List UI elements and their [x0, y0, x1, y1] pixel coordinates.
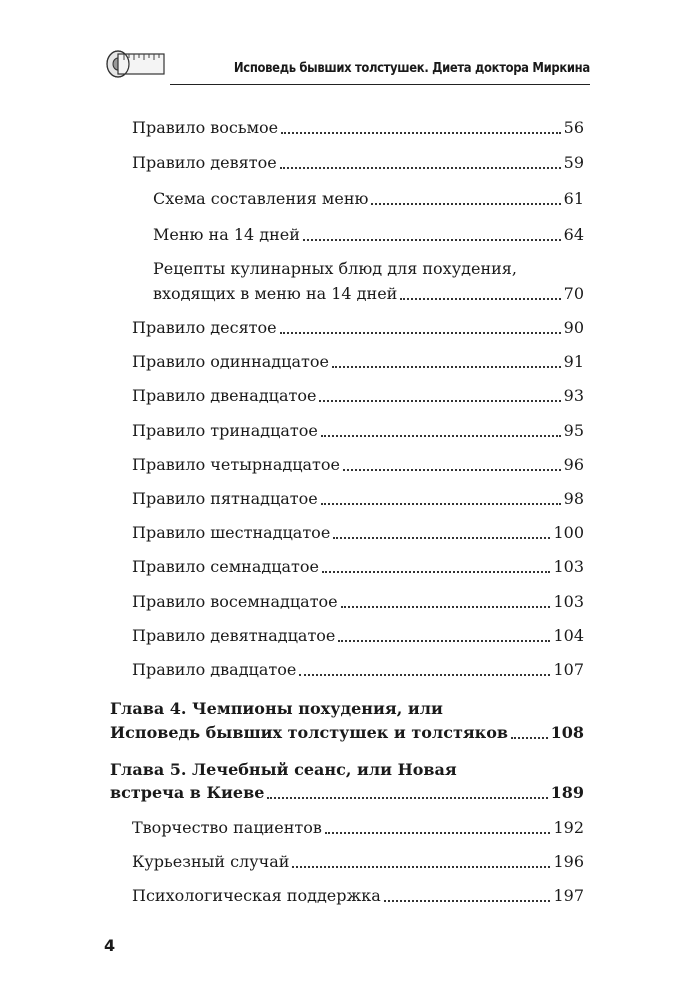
toc-chapter-entry[interactable]: [110, 723, 584, 743]
toc-title: Схема составления меню: [153, 189, 369, 208]
toc-entry[interactable]: [153, 284, 584, 304]
toc-page: 107: [553, 660, 584, 679]
chapter-title-line1: Глава 4. Чемпионы похудения, или: [110, 699, 443, 718]
toc-entry[interactable]: [132, 523, 584, 543]
toc-title: Правило семнадцатое: [132, 557, 319, 576]
page-number: 4: [104, 936, 116, 955]
toc-title: Правило девятнадцатое: [132, 626, 336, 645]
dot-leader: [341, 606, 551, 608]
toc-title-line1: Рецепты кулинарных блюд для похудения,: [153, 259, 517, 278]
toc-page: 91: [563, 352, 584, 371]
toc-entry[interactable]: [132, 818, 584, 838]
measuring-tape-icon: [104, 48, 166, 80]
dot-leader: [280, 332, 561, 334]
dot-leader: [322, 571, 550, 573]
dot-leader: [321, 435, 561, 437]
toc-entry[interactable]: [132, 852, 584, 872]
toc-title: Творчество пациентов: [132, 818, 322, 837]
toc-entry[interactable]: [153, 189, 584, 209]
toc-entry[interactable]: [132, 318, 584, 338]
toc-entry[interactable]: [132, 660, 584, 680]
dot-leader: [384, 900, 551, 902]
toc-page: 90: [563, 318, 584, 337]
toc-page: 196: [553, 852, 584, 871]
toc-title: Правило восемнадцатое: [132, 592, 338, 611]
toc-entry[interactable]: [132, 592, 584, 612]
toc-page: 96: [563, 455, 584, 474]
dot-leader: [292, 866, 550, 868]
toc-title: Исповедь бывших толстушек и толстяков: [110, 723, 509, 742]
dot-leader: [371, 203, 560, 205]
toc-entry[interactable]: [132, 626, 584, 646]
toc-title: Меню на 14 дней: [153, 225, 300, 244]
toc-entry[interactable]: [132, 386, 584, 406]
dot-leader: [280, 167, 561, 169]
toc-title: входящих в меню на 14 дней: [153, 284, 398, 303]
toc-page: 70: [563, 284, 584, 303]
dot-leader: [333, 537, 550, 539]
toc-page: 197: [553, 886, 584, 905]
toc-page: 100: [553, 523, 584, 542]
dot-leader: [267, 797, 547, 799]
toc-page: 56: [563, 118, 584, 137]
toc-entry[interactable]: [132, 118, 584, 138]
dot-leader: [400, 298, 560, 300]
toc-title: Правило девятое: [132, 153, 277, 172]
toc-title: Правило восьмое: [132, 118, 279, 137]
toc-title: Курьезный случай: [132, 852, 290, 871]
toc-page: 103: [553, 592, 584, 611]
toc-chapter-entry[interactable]: [110, 783, 584, 803]
dot-leader: [319, 400, 560, 402]
toc-entry[interactable]: [132, 352, 584, 372]
toc-page: 192: [553, 818, 584, 837]
toc-page: 64: [563, 225, 584, 244]
toc-page: 189: [550, 783, 584, 802]
running-header: [100, 42, 590, 94]
header-title: Исповедь бывших толстушек. Диета доктора Миркина: [234, 60, 590, 76]
dot-leader: [511, 737, 548, 739]
toc-title: Правило десятое: [132, 318, 277, 337]
toc-entry[interactable]: [132, 455, 584, 475]
toc-page: 98: [563, 489, 584, 508]
toc-title: Правило шестнадцатое: [132, 523, 331, 542]
toc-entry[interactable]: [153, 225, 584, 245]
toc-entry[interactable]: [132, 886, 584, 906]
toc-page: 104: [553, 626, 584, 645]
toc-page: 59: [563, 153, 584, 172]
toc-entry[interactable]: [132, 153, 584, 173]
dot-leader: [281, 132, 560, 134]
toc-entry[interactable]: [132, 489, 584, 509]
dot-leader: [325, 832, 551, 834]
toc-title: Правило тринадцатое: [132, 421, 318, 440]
toc-title: Правило двенадцатое: [132, 386, 317, 405]
toc-title: Правило одиннадцатое: [132, 352, 329, 371]
toc-page: 103: [553, 557, 584, 576]
chapter-title-line1: Глава 5. Лечебный сеанс, или Новая: [110, 760, 457, 779]
toc-title: Психологическая поддержка: [132, 886, 381, 905]
dot-leader: [343, 469, 561, 471]
toc-title: Правило двадцатое: [132, 660, 297, 679]
dot-leader: [321, 503, 561, 505]
toc-title: Правило четырнадцатое: [132, 455, 340, 474]
toc-title: встреча в Киеве: [110, 783, 265, 802]
dot-leader: [303, 239, 561, 241]
toc-page: 95: [563, 421, 584, 440]
toc-title: Правило пятнадцатое: [132, 489, 318, 508]
toc-entry[interactable]: [132, 557, 584, 577]
toc-entry[interactable]: [132, 421, 584, 441]
toc-page: 108: [550, 723, 584, 742]
dot-leader: [332, 366, 561, 368]
dot-leader: [299, 674, 550, 676]
dot-leader: [338, 640, 550, 642]
header-rule: [170, 84, 590, 85]
toc-page: 93: [563, 386, 584, 405]
toc-page: 61: [563, 189, 584, 208]
